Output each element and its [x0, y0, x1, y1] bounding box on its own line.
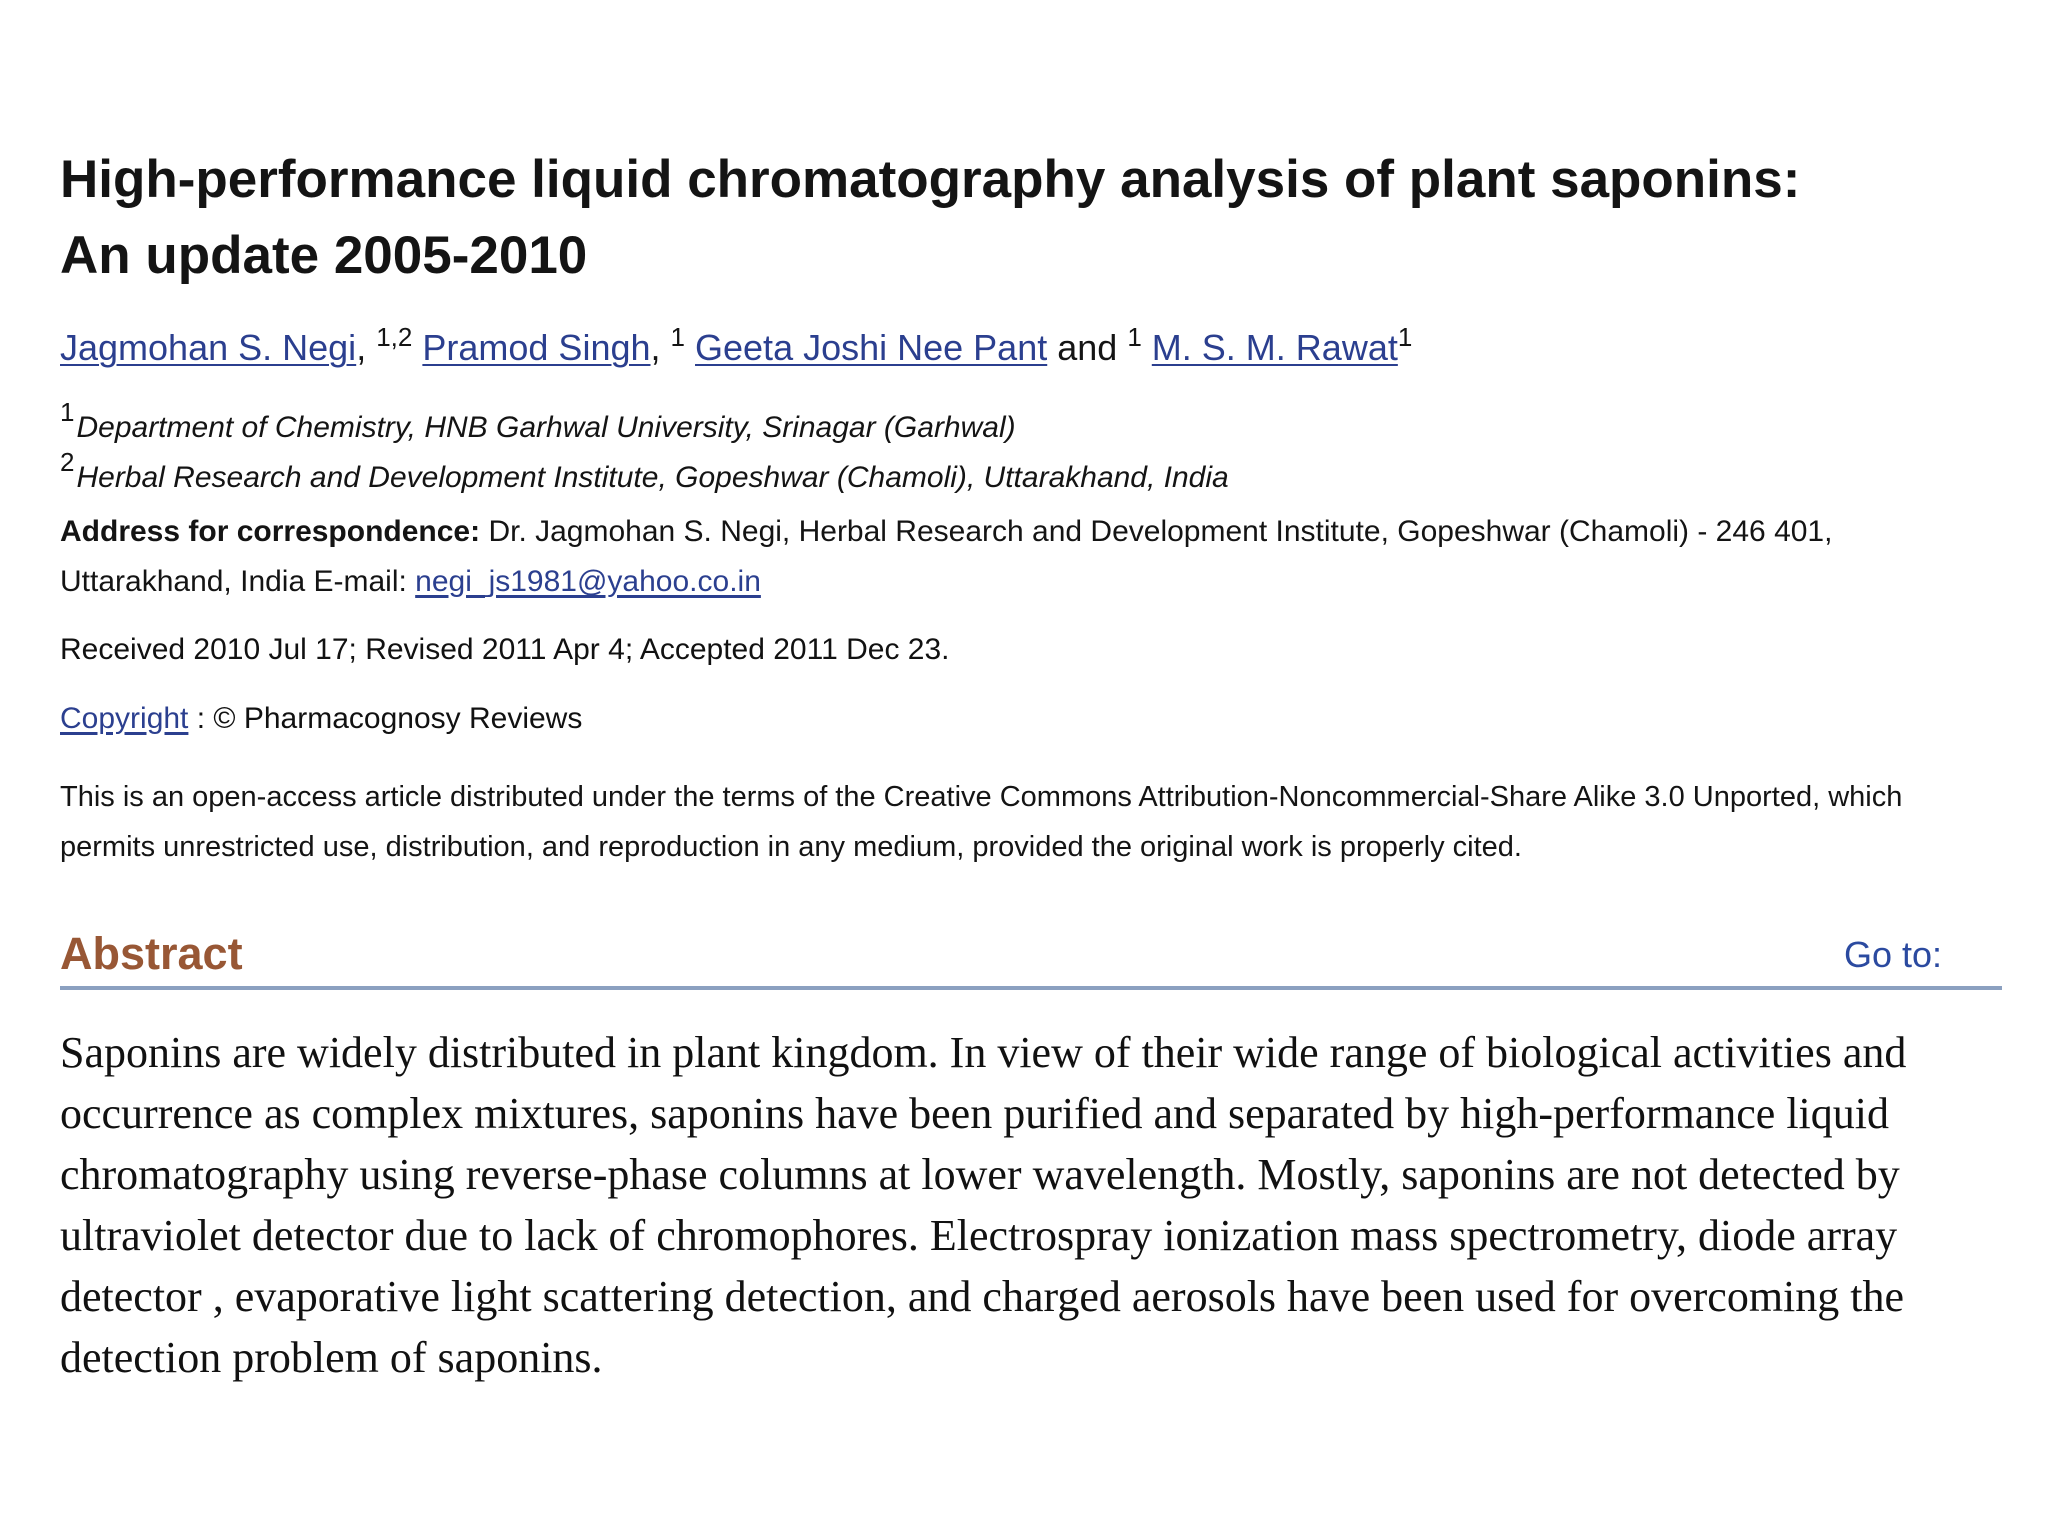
author-separator: , [356, 327, 377, 368]
author-affiliation-sup: 1 [670, 322, 685, 352]
copyright-link[interactable]: Copyright [60, 702, 189, 735]
affiliation-2 [60, 447, 1229, 498]
author-link-singh[interactable]: Pramod Singh [422, 327, 651, 368]
author-link-rawat[interactable]: M. S. M. Rawat [1151, 327, 1398, 368]
author-affiliation-sup: 1,2 [376, 322, 413, 352]
abstract-heading: Abstract [60, 928, 243, 979]
author-separator: , [650, 327, 671, 368]
article-history-dates: Received 2010 Jul 17; Revised 2011 Apr 4; Accepted 2011 Dec 23. [60, 633, 950, 666]
affiliation-number: 1 [60, 397, 75, 427]
affiliation-text: Department of Chemistry, HNB Garhwal University, Srinagar (Garhwal) [76, 411, 1016, 444]
author-affiliation-sup: 1 [1397, 322, 1413, 352]
title-line-1: High-performance liquid chromatography analysis of plant saponins: [60, 150, 1801, 209]
title-line-2: An update 2005-2010 [60, 226, 588, 285]
abstract-section-header [60, 924, 2002, 990]
affiliation-text: Herbal Research and Development Institute, Gopeshwar (Chamoli), Uttarakhand, India [76, 461, 1229, 494]
copyright-text: : © Pharmacognosy Reviews [188, 702, 583, 735]
abstract-body: Saponins are widely distributed in plant kingdom. In view of their wide range of biological activities and occurrence as complex mixtures, saponins have been purified and separated by high-performance liquid chromatography using reverse-phase columns at lower wavelength. Mostly, saponins are not detected by ultraviolet detector due to lack of chromophores. Electrospray ionization mass spectrometry, diode array detector , evaporative light scattering detection, and charged aerosols have been used for overcoming the detection problem of saponins. [60, 1028, 1907, 1382]
article-title [60, 142, 2002, 294]
author-separator: and [1047, 327, 1128, 368]
affiliation-number: 2 [60, 447, 75, 477]
author-list [60, 323, 1412, 373]
correspondence-text: Dr. Jagmohan S. Negi, Herbal Research and Development Institute, Gopeshwar (Chamoli) - 246 401, Uttarakhand, India E-mail: [60, 515, 1833, 598]
author-affiliation-sup: 1 [1127, 322, 1142, 352]
goto-menu-button[interactable]: Go to: [1843, 934, 1942, 975]
copyright-line [60, 699, 582, 739]
correspondence-label: Address for correspondence: [60, 515, 481, 548]
email-link[interactable]: negi_js1981@yahoo.co.in [415, 565, 761, 598]
author-link-negi[interactable]: Jagmohan S. Negi [60, 327, 357, 368]
license-statement: This is an open-access article distributed under the terms of the Creative Commons Attribution-Noncommercial-Share Alike 3.0 Unported, which permits unrestricted use, distribution, and reproduction in any medium, provided the original work is properly cited. [60, 781, 1903, 863]
author-link-pant[interactable]: Geeta Joshi Nee Pant [695, 327, 1048, 368]
affiliation-1 [60, 397, 1016, 448]
correspondence-address [60, 507, 2002, 607]
